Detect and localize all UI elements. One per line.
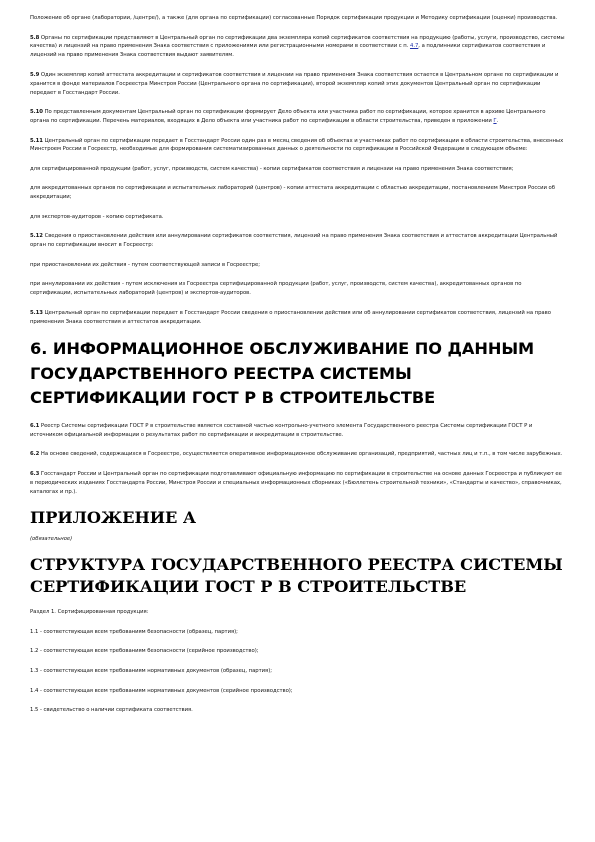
clause-number: 5.12 [30,233,43,240]
appendix-link-g[interactable]: Г [493,118,497,125]
list-item: 1.3 - соответствующая всем требованиям нормативных документов (образец, партия); [30,668,272,675]
paragraph-5-12 [30,232,565,250]
paragraph-text: Реестр Системы сертификации ГОСТ Р в строительстве является составной частью контрольно-учетного элемента Государственного реестра Системы сертификации ГОСТ Р и источником официальной информации о результатах работ по сертификации и аккредитации в строительстве. [30,422,533,438]
clause-number: 5.11 [30,137,43,144]
paragraph-text: По представленным документам Центральный орган по сертификации формирует Дело объекта или участника работ по сертификации, которое хранится в архиве Центрального органа по сертификации. Перечень материалов, входящих в Дело объекта или участника работ по сертификации в области строительства, приведен в приложении [30,109,546,125]
clause-number: 5.9 [30,71,40,78]
list-item: 1.2 - соответствующая всем требованиям безопасности (серийное производство); [30,648,259,655]
appendix-heading: СТРУКТУРА ГОСУДАРСТВЕННОГО РЕЕСТРА СИСТЕМЫ СЕРТИФИКАЦИИ ГОСТ Р В СТРОИТЕЛЬСТВЕ [30,554,563,596]
appendix-note: (обязательное) [30,536,73,543]
list-item: 1.1 - соответствующая всем требованиям безопасности (образец, партия); [30,628,238,635]
paragraph-text: для аккредитованных органов по сертификации и испытательных лабораторий (центров) - копии аттестата аккредитации с областью аккредитации, постановлением Минстроя России об аккредитации; [30,185,555,201]
paragraph-text: при аннулировании их действия - путем исключения из Госреестра сертифицированной продукции (работ, услуг, производств, систем качества), аккредитованных органов по сертификации, испытательных лабораторий (центров) и экспертов-аудиторов. [30,281,522,297]
paragraph-text: . [496,118,499,125]
list-item: 1.5 - свидетельство о наличии сертификата соответствия. [30,707,193,714]
paragraph-6-2 [30,450,565,459]
paragraph-5-10 [30,108,565,126]
clause-number: 6.1 [30,422,40,429]
appendix-section-1: Раздел 1. Сертифицированная продукция: [30,608,149,615]
paragraph-text: На основе сведений, содержащихся в Госреестре, осуществляется оперативное информационное обслуживание организаций, предприятий, частных лиц и т.п., в том числе зарубежных. [39,451,563,458]
clause-number: 6.2 [30,451,40,458]
clause-number: 5.8 [30,34,40,41]
clause-link-4-7[interactable]: 4.7 [409,43,419,50]
paragraph-text: для экспертов-аудиторов - копию сертификата. [30,213,164,220]
paragraph-6-1 [30,422,565,440]
appendix-title: ПРИЛОЖЕНИЕ А [30,508,197,528]
paragraph-5-7-cont [30,14,565,23]
paragraph-text: Центральный орган по сертификации передает в Госстандарт России один раз в месяц сведения об объектах и участниках работ по сертификации в области строительства, внесенных Минстроем России в Госреестр, необходимые для формирования систематизированных данных о деятельности по сертификации в Российской Федерации в следующем объеме: [30,137,564,153]
list-paragraph [30,184,565,202]
document-page [30,14,565,726]
paragraph-text: Положение об органе (лаборатории, /центре/), а также (для органа по сертификации) согласованные Порядок сертификации продукции и Методику сертификации (оценки) производства. [30,15,558,21]
paragraph-text: для сертифицированной продукции (работ, услуг, производств, систем качества) - копии сертификатов соответствия и лицензии на право применения Знака соответствия; [30,165,514,172]
paragraph-text: Центральный орган по сертификации передает в Госстандарт России сведения о приостановлении действия или об аннулировании сертификатов соответствия, лицензий на право применения Знака соответствия и аттестатов аккредитации. [30,309,551,325]
list-paragraph [30,280,565,298]
paragraph-text: Госстандарт России и Центральный орган по сертификации подготавливают официальную информацию по сертификации в строительстве на основе данных Госреестра и публикуют ее в периодических изданиях Госстандарта России, Минстроя России и специальных информационных сборниках («Бюллетень строительной техники», «Стандарты и качество», справочниках, каталогах и пр.). [30,470,562,495]
paragraph-5-13 [30,309,565,327]
paragraph-5-11 [30,137,565,155]
paragraph-text: Сведения о приостановлении действия или аннулировании сертификатов соответствия, лицензий на право применения Знака соответствия и аттестатов аккредитации Центральный орган по сертификации вносит в Госреестр: [30,233,558,249]
clause-number: 6.3 [30,470,40,477]
clause-number: 5.10 [30,109,43,116]
clause-number: 5.13 [30,309,43,316]
paragraph-text: , а подлинники сертификатов соответствия и лицензий на право применения Знака соответствия выдают заявителям. [30,43,546,59]
paragraph-text: Один экземпляр копий аттестата аккредитации и сертификатов соответствия и лицензии на право применения Знака соответствия остается в Центральном органе по сертификации и хранится в фонде материалов Госреестра Минстроя России (Центрального органа по сертификации), второй экземпляр копий этих документов Центральный орган по сертификации передает в Госстандарт России. [30,71,559,96]
list-paragraph [30,213,565,222]
paragraph-5-8 [30,34,565,61]
list-paragraph [30,261,565,270]
list-item: 1.4 - соответствующая всем требованиям нормативных документов (серийное производство); [30,687,293,694]
paragraph-text: при приостановлении их действия - путем соответствующей записи в Госреестре; [30,261,260,268]
paragraph-5-9 [30,71,565,98]
paragraph-text: Органы по сертификации представляют в Центральный орган по сертификации два экземпляра копий сертификатов соответствия на продукцию (работы, услуги, производство, системы качества) и лицензий на право применения Знака соответствия с приложениями или регистрационными номерами в соответствии с п. [30,34,565,50]
section-6-heading: 6. ИНФОРМАЦИОННОЕ ОБСЛУЖИВАНИЕ ПО ДАННЫМ ГОСУДАРСТВЕННОГО РЕЕСТРА СИСТЕМЫ СЕРТИФИКАЦИИ ГОСТ Р В СТРОИТЕЛЬСТВЕ [30,339,535,408]
list-paragraph [30,165,565,174]
paragraph-6-3 [30,470,565,497]
